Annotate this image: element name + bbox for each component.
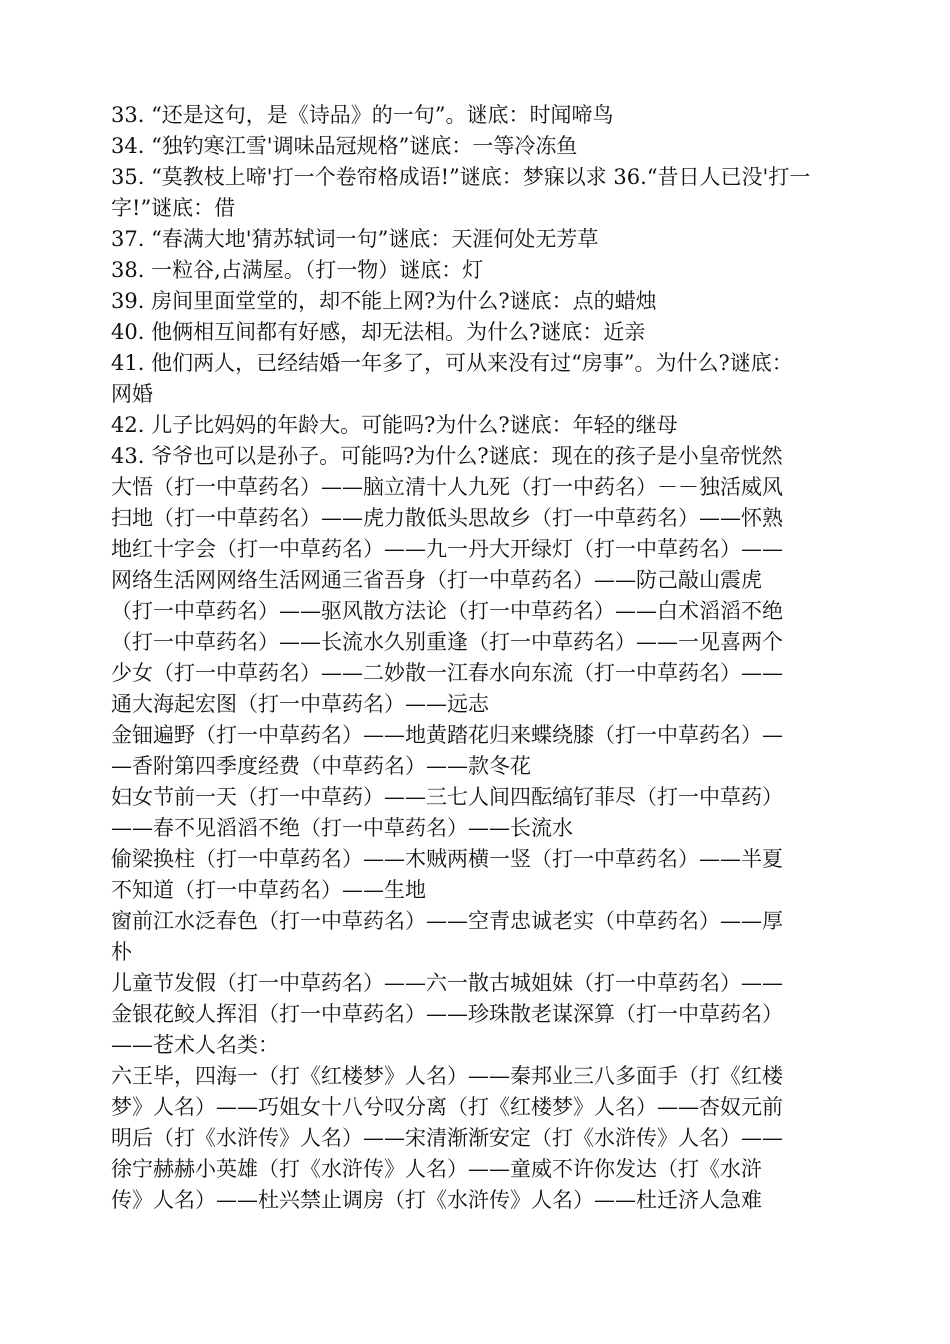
text-line: 梦》人名）——巧姐女十八兮叹分离（打《红楼梦》人名）——杏奴元前 xyxy=(111,1095,783,1119)
text-line: 38. 一粒谷,占满屋。（打一物）谜底：灯 xyxy=(111,258,484,282)
text-line: 扫地（打一中草药名）——虎力散低头思故乡（打一中草药名）——怀熟 xyxy=(111,506,783,530)
text-line: 43. 爷爷也可以是孙子。可能吗?为什么?谜底：现在的孩子是小皇帝恍然 xyxy=(111,444,783,468)
text-line: 徐宁赫赫小英雄（打《水浒传》人名）——童威不许你发达（打《水浒 xyxy=(111,1157,762,1181)
text-line: 字!”谜底：借 xyxy=(111,196,236,220)
text-line: 不知道（打一中草药名）——生地 xyxy=(111,878,426,902)
text-line: 网婚 xyxy=(111,382,153,406)
text-line: 42. 儿子比妈妈的年龄大。可能吗?为什么?谜底：年轻的继母 xyxy=(111,413,678,437)
text-line: 37. “春满大地'猜苏轼词一句”谜底：天涯何处无芳草 xyxy=(111,227,599,251)
text-line: 34. “独钓寒江雪'调味品冠规格”谜底：一等冷冻鱼 xyxy=(111,134,578,158)
text-line: ——苍术人名类： xyxy=(111,1033,279,1057)
text-line: 儿童节发假（打一中草药名）——六一散古城姐妹（打一中草药名）—— xyxy=(111,971,783,995)
text-line: 39. 房间里面堂堂的，却不能上网?为什么?谜底：点的蜡烛 xyxy=(111,289,657,313)
text-line: 明后（打《水浒传》人名）——宋清渐渐安定（打《水浒传》人名）—— xyxy=(111,1126,783,1150)
text-line: 传》人名）——杜兴禁止调房（打《水浒传》人名）——杜迁济人急难 xyxy=(111,1188,762,1212)
text-line: 网络生活网网络生活网通三省吾身（打一中草药名）——防己敲山震虎 xyxy=(111,568,762,592)
text-line: 大悟（打一中草药名）——脑立清十人九死（打一中药名）－－独活威风 xyxy=(111,475,783,499)
text-line: 朴 xyxy=(111,940,132,964)
text-line: 地红十字会（打一中草药名）——九一丹大开绿灯（打一中草药名）—— xyxy=(111,537,783,561)
text-line: （打一中草药名）——驱风散方法论（打一中草药名）——白术滔滔不绝 xyxy=(111,599,783,623)
text-line: 金钿遍野（打一中草药名）——地黄踏花归来蝶绕膝（打一中草药名）— xyxy=(111,723,783,747)
text-line: 35. “莫教枝上啼'打一个卷帘格成语!”谜底：梦寐以求 36.“昔日人已没'打一 xyxy=(111,165,811,189)
text-line: 窗前江水泛春色（打一中草药名）——空青忠诚老实（中草药名）——厚 xyxy=(111,909,783,933)
text-line: 通大海起宏图（打一中草药名）——远志 xyxy=(111,692,489,716)
text-line: （打一中草药名）——长流水久别重逢（打一中草药名）——一见喜两个 xyxy=(111,630,783,654)
text-line: 妇女节前一天（打一中草药）——三七人间四酝缟钌菲尽（打一中草药） xyxy=(111,785,783,809)
text-line: 33. “还是这句，是《诗品》的一句”。谜底：时闻啼鸟 xyxy=(111,103,614,127)
text-line: —香附第四季度经费（中草药名）——款冬花 xyxy=(111,754,531,778)
text-line: 40. 他俩相互间都有好感，却无法相。为什么?谜底：近亲 xyxy=(111,320,646,344)
text-line: 六王毕，四海一（打《红楼梦》人名）——秦邦业三八多面手（打《红楼 xyxy=(111,1064,783,1088)
text-line: 金银花鲛人挥泪（打一中草药名）——珍珠散老谋深算（打一中草药名） xyxy=(111,1002,783,1026)
text-line: 41. 他们两人，已经结婚一年多了，可从来没有过“房事”。为什么?谜底： xyxy=(111,351,793,375)
text-line: ——春不见滔滔不绝（打一中草药名）——长流水 xyxy=(111,816,573,840)
text-line: 偷梁换柱（打一中草药名）——木贼两横一竖（打一中草药名）——半夏 xyxy=(111,847,783,871)
text-line: 少女（打一中草药名）——二妙散一江春水向东流（打一中草药名）—— xyxy=(111,661,783,685)
